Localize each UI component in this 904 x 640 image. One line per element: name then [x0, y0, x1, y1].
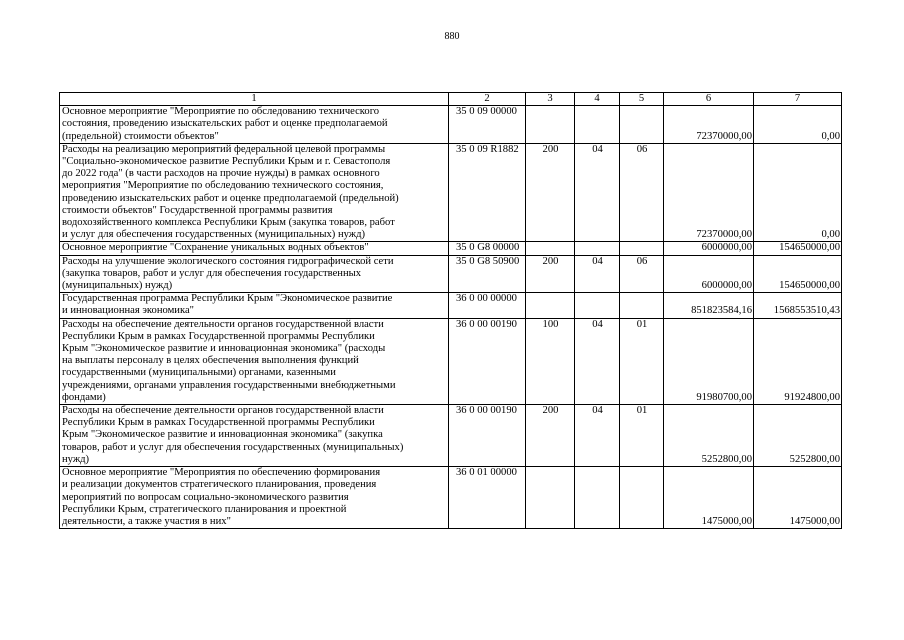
budget-code-cell: 35 0 G8 00000: [449, 242, 526, 255]
item-name-line: Расходы на обеспечение деятельности органов государственной власти: [62, 318, 384, 330]
table-row: [60, 318, 842, 404]
item-name-line: Государственная программа Республики Крым "Экономическое развитие: [62, 293, 393, 305]
section-cell: 04: [575, 255, 620, 293]
section-cell: [575, 293, 620, 318]
section-cell: [575, 467, 620, 529]
table-row: [60, 106, 842, 144]
section-cell: 04: [575, 318, 620, 404]
item-name-line: проведению изыскательских работ и оценке предполагаемой (предельной): [62, 192, 399, 204]
table-row: [60, 405, 842, 467]
item-name-line: (муниципальных) нужд): [62, 280, 173, 292]
header-cell: 3: [526, 93, 575, 106]
item-name-line: Республики Крым в рамках Государственной программы Республики: [62, 417, 375, 429]
budget-code-cell: 36 0 00 00000: [449, 293, 526, 318]
table-row: [60, 242, 842, 255]
item-name-line: Расходы на улучшение экологического состояния гидрографической сети: [62, 255, 394, 267]
item-name-line: государственными (муниципальными) органами, казенными: [62, 367, 336, 379]
item-name-line: Основное мероприятие "Мероприятия по обеспечению формирования: [62, 467, 381, 479]
expense-type-cell: [526, 293, 575, 318]
item-name-line: товаров, работ и услуг для обеспечения государственных (муниципальных): [62, 441, 404, 453]
amount-year1-cell: 1475000,00: [664, 467, 754, 529]
item-name-line: фондами): [62, 391, 106, 403]
item-name-line: Крым "Экономическое развитие и инновационная экономика" (расходы: [62, 343, 386, 355]
budget-code-cell: 35 0 09 R1882: [449, 143, 526, 242]
item-name-line: (предельной) стоимости объектов": [62, 130, 219, 142]
expense-type-cell: [526, 106, 575, 144]
table-header-row: [60, 93, 842, 106]
table-row: [60, 293, 842, 318]
table-row: [60, 255, 842, 293]
budget-code-cell: 36 0 00 00190: [449, 318, 526, 404]
subsection-cell: 01: [620, 405, 664, 467]
table-row: [60, 143, 842, 242]
section-cell: [575, 242, 620, 255]
item-name-cell: [60, 242, 449, 255]
amount-year1-cell: 72370000,00: [664, 143, 754, 242]
table-row: [60, 467, 842, 529]
item-name-line: до 2022 года" (в части расходов на прочие нужды) в рамках основного: [62, 168, 380, 180]
amount-year1-cell: 5252800,00: [664, 405, 754, 467]
page-number: 880: [444, 31, 460, 42]
item-name-line: (закупка товаров, работ и услуг для обеспечения государственных: [62, 267, 362, 279]
item-name-line: Республики Крым в рамках Государственной программы Республики: [62, 330, 375, 342]
header-cell: 4: [575, 93, 620, 106]
amount-year2-cell: 1568553510,43: [754, 293, 842, 318]
budget-code-cell: 36 0 01 00000: [449, 467, 526, 529]
item-name-line: "Социально-экономическое развитие Республики Крым и г. Севастополя: [62, 156, 391, 168]
item-name-cell: [60, 106, 449, 144]
item-name-line: водохозяйственного комплекса Республики Крым (закупка товаров, работ: [62, 217, 395, 229]
expense-type-cell: 200: [526, 143, 575, 242]
header-cell: 5: [620, 93, 664, 106]
item-name-line: нужд): [62, 453, 90, 465]
item-name-line: мероприятий по вопросам социально-экономического развития: [62, 491, 349, 503]
amount-year1-cell: 6000000,00: [664, 242, 754, 255]
subsection-cell: [620, 293, 664, 318]
expense-type-cell: 200: [526, 255, 575, 293]
item-name-cell: [60, 405, 449, 467]
section-cell: 04: [575, 405, 620, 467]
subsection-cell: [620, 106, 664, 144]
amount-year2-cell: 0,00: [754, 106, 842, 144]
budget-code-cell: 36 0 00 00190: [449, 405, 526, 467]
item-name-line: состояния, проведению изыскательских работ и оценке предполагаемой: [62, 118, 388, 130]
item-name-line: Крым "Экономическое развитие и инновационная экономика" (закупка: [62, 429, 383, 441]
item-name-line: и реализации документов стратегического планирования, проведения: [62, 479, 377, 491]
budget-code-cell: 35 0 09 00000: [449, 106, 526, 144]
item-name-line: Расходы на реализацию мероприятий федеральной целевой программы: [62, 143, 386, 155]
header-cell: 2: [449, 93, 526, 106]
expense-type-cell: [526, 242, 575, 255]
amount-year2-cell: 1475000,00: [754, 467, 842, 529]
item-name-cell: [60, 318, 449, 404]
section-cell: 04: [575, 143, 620, 242]
item-name-line: Республики Крым, стратегического планирования и проектной: [62, 503, 347, 515]
section-cell: [575, 106, 620, 144]
item-name-cell: [60, 467, 449, 529]
amount-year1-cell: 72370000,00: [664, 106, 754, 144]
item-name-line: и инновационная экономика": [62, 305, 194, 317]
header-cell: 6: [664, 93, 754, 106]
subsection-cell: 01: [620, 318, 664, 404]
header-cell: 1: [60, 93, 449, 106]
amount-year1-cell: 91980700,00: [664, 318, 754, 404]
item-name-line: и услуг для обеспечения государственных (муниципальных) нужд): [62, 229, 366, 241]
amount-year1-cell: 851823584,16: [664, 293, 754, 318]
subsection-cell: 06: [620, 143, 664, 242]
amount-year2-cell: 5252800,00: [754, 405, 842, 467]
item-name-line: стоимости объектов" Государственной программы развития: [62, 204, 333, 216]
budget-code-cell: 35 0 G8 50900: [449, 255, 526, 293]
item-name-line: Расходы на обеспечение деятельности органов государственной власти: [62, 405, 384, 417]
subsection-cell: [620, 467, 664, 529]
header-cell: 7: [754, 93, 842, 106]
budget-table: [59, 92, 842, 529]
item-name-line: Основное мероприятие "Мероприятие по обследованию технического: [62, 106, 380, 118]
subsection-cell: 06: [620, 255, 664, 293]
amount-year2-cell: 154650000,00: [754, 255, 842, 293]
item-name-cell: [60, 293, 449, 318]
item-name-cell: [60, 143, 449, 242]
expense-type-cell: 100: [526, 318, 575, 404]
subsection-cell: [620, 242, 664, 255]
item-name-line: учреждениями, органами управления государственными внебюджетными: [62, 379, 396, 391]
expense-type-cell: [526, 467, 575, 529]
item-name-line: мероприятия "Мероприятие по обследованию технического состояния,: [62, 180, 384, 192]
item-name-line: Основное мероприятие "Сохранение уникальных водных объектов": [62, 242, 369, 254]
item-name-line: деятельности, а также участия в них": [62, 515, 231, 527]
amount-year2-cell: 0,00: [754, 143, 842, 242]
amount-year2-cell: 154650000,00: [754, 242, 842, 255]
amount-year2-cell: 91924800,00: [754, 318, 842, 404]
item-name-cell: [60, 255, 449, 293]
item-name-line: на выплаты персоналу в целях обеспечения выполнения функций: [62, 355, 359, 367]
amount-year1-cell: 6000000,00: [664, 255, 754, 293]
expense-type-cell: 200: [526, 405, 575, 467]
